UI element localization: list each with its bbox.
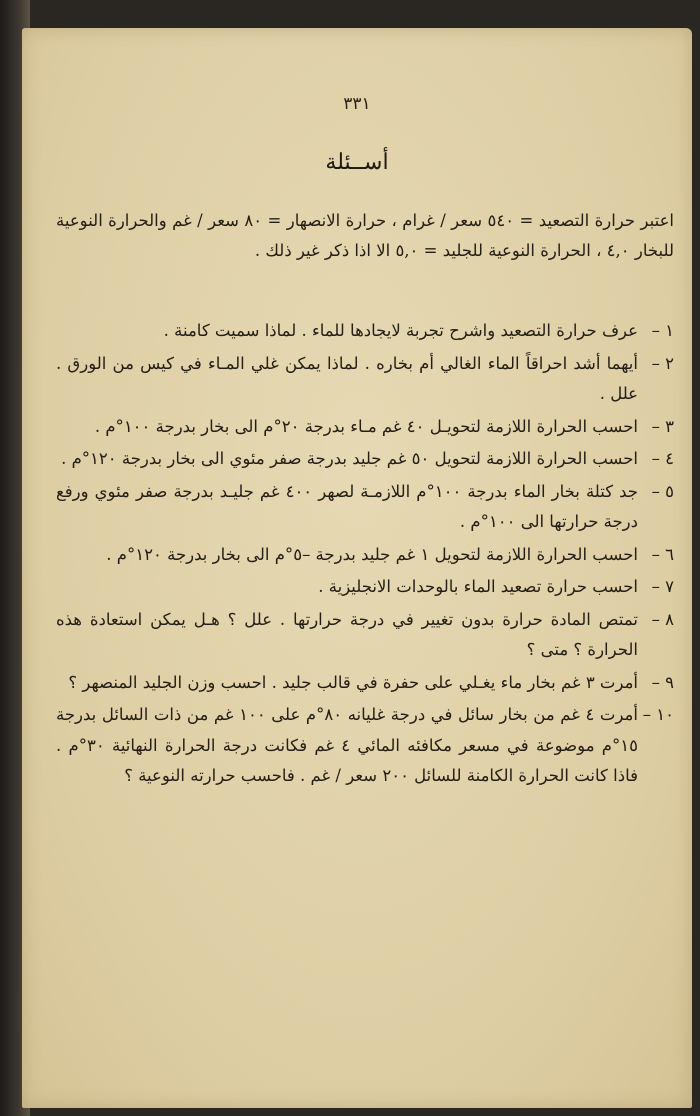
question-item: [56, 477, 674, 538]
question-text: أمرت ٤ غم من بخار سائل في درجة غليانه ٨٠°م على ١٠٠ غم من ذات السائل بدرجة ١٥°م موضوعة في مسعر مكافئه المائي ٤ غم فكانت درجة الحرارة النهائية ٣٠°م . فاذا كانت الحرارة الكامنة للسائل ٢٠٠ سعر / غم . فاحسب حرارته النوعية ؟: [56, 705, 639, 785]
question-text: احسب الحرارة اللازمة لتحويل ٥٠ غم جليد بدرجة صفر مئوي الى بخار بدرجة ١٢٠°م .: [61, 449, 638, 468]
question-number: ٨ –: [651, 609, 674, 629]
question-number: ٢ –: [651, 353, 674, 373]
question-text: احسب الحرارة اللازمة لتحويل ١ غم جليد بدرجة –٥°م الى بخار بدرجة ١٢٠°م .: [106, 544, 638, 564]
question-number: ٩ –: [651, 672, 674, 692]
question-number: ٦ –: [651, 544, 674, 564]
intro-paragraph: اعتبر حرارة التصعيد = ٥٤٠ سعر / غرام ، حرارة الانصهار = ٨٠ سعر / غم والحرارة النوعية للبخار ٤,٠ ، الحرارة النوعية للجليد = ٥,٠ الا اذا ذكر غير ذلك .: [56, 211, 675, 260]
question-item: [56, 349, 674, 410]
question-item: [56, 444, 674, 475]
question-item: [56, 316, 674, 347]
question-item: [56, 412, 674, 443]
question-number: ٣ –: [651, 416, 674, 436]
question-text: أمرت ٣ غم بخار ماء يغـلي على حفرة في قالب جليد . احسب وزن الجليد المنصهر ؟: [68, 672, 638, 692]
question-item: [56, 700, 674, 792]
question-text: احسب الحرارة اللازمة لتحويـل ٤٠ غم مـاء بدرجة ٢٠°م الى بخار بدرجة ١٠٠°م .: [94, 416, 638, 436]
question-item: [56, 540, 674, 571]
question-number: ٤ –: [651, 449, 674, 468]
question-item: [56, 668, 674, 699]
question-text: عرف حرارة التصعيد واشرح تجربة لايجادها للماء . لماذا سميت كامنة .: [163, 321, 638, 340]
question-number: ٥ –: [651, 481, 674, 501]
page-title: أســئلة: [325, 150, 389, 175]
question-text: احسب حرارة تصعيد الماء بالوحدات الانجليزية .: [318, 577, 638, 596]
question-text: أيهما أشد احراقاً الماء الغالي أم بخاره . لماذا يمكن غلي المـاء في كيس من الورق . علل .: [56, 353, 638, 403]
book-page: [22, 28, 692, 1108]
page-number: ٣٣١: [343, 94, 371, 114]
question-item: [56, 605, 674, 666]
question-number: ١ –: [651, 321, 674, 340]
question-number: ١٠ –: [642, 705, 674, 724]
question-number: ٧ –: [651, 577, 674, 596]
questions-list: [56, 316, 674, 794]
question-item: [56, 572, 674, 603]
question-text: جد كتلة بخار الماء بدرجة ١٠٠°م اللازمـة لصهر ٤٠٠ غم جليـد بدرجة صفر مئوي ورفع درجة حرارتها الى ١٠٠°م .: [56, 481, 638, 531]
question-text: تمتص المادة حرارة بدون تغيير في درجة حرارتها . علل ؟ هـل يمكن استعادة هذه الحرارة ؟ متى ؟: [56, 609, 638, 659]
